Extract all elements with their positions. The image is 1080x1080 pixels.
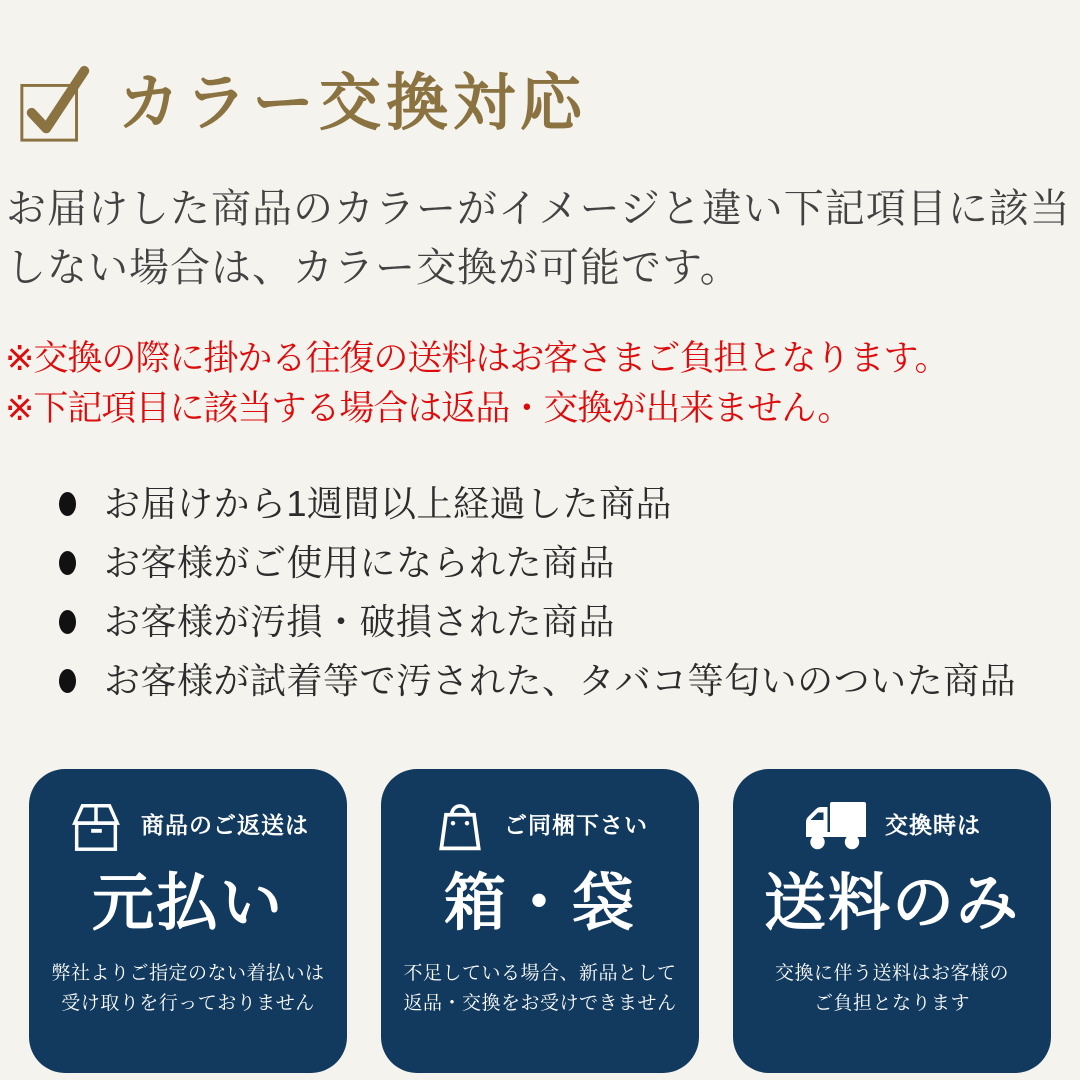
card-note-line: 弊社よりご指定のない着払いは (51, 963, 325, 984)
info-card-return-shipping (29, 769, 347, 1073)
bullet-dot-icon (59, 610, 76, 634)
intro-paragraph (6, 180, 1074, 298)
card-note-line: 交換に伴う送料はお客様の (774, 963, 1009, 984)
warning-note: ※下記項目に該当する場合は返品・交換が出来ません。 (5, 389, 852, 428)
info-card-row (29, 769, 1051, 1073)
card-note-line: 返品・交換をお受けできません (403, 993, 677, 1014)
card-headline: 元払い (91, 869, 284, 938)
card-note (775, 959, 1009, 1019)
intro-text-line: しない場合は、カラー交換が可能です。 (6, 246, 741, 290)
list-item-text: お客様が試着等で汚された、タバコ等匂いのついた商品 (104, 660, 1017, 701)
card-header (432, 795, 648, 857)
shopping-bag-icon (432, 797, 488, 855)
card-label: ご同梱下さい (504, 812, 648, 839)
card-label: 交換時は (885, 812, 981, 839)
list-item-text: お客様が汚損・破損された商品 (104, 601, 616, 642)
list-item-text: お届けから1週間以上経過した商品 (104, 483, 673, 524)
page-title: カラー交換対応 (118, 70, 588, 138)
title-row (0, 0, 1080, 146)
card-header (803, 795, 981, 857)
card-label: 商品のご返送は (141, 812, 309, 839)
info-card-shipping-only (733, 769, 1051, 1073)
list-item (59, 660, 1080, 701)
card-note-line: ご負担となります (813, 993, 970, 1014)
card-note (51, 959, 324, 1019)
card-note-line: 不足している場合、新品として (403, 963, 677, 984)
card-headline: 送料のみ (763, 869, 1020, 938)
bullet-dot-icon (59, 669, 76, 693)
delivery-truck-icon (803, 799, 869, 853)
card-note-line: 受け取りを行っておりません (61, 993, 315, 1014)
list-item-text: お客様がご使用になられた商品 (104, 542, 616, 583)
package-box-icon (67, 797, 125, 855)
exclusion-list (59, 483, 1080, 701)
info-card-include-box-bag (381, 769, 699, 1073)
warning-note: ※交換の際に掛かる往復の送料はお客さまご負担となります。 (5, 339, 949, 378)
card-headline: 箱・袋 (443, 869, 636, 938)
list-item (59, 601, 1080, 642)
list-item (59, 542, 1080, 583)
card-note (403, 959, 676, 1019)
intro-text-line: お届けした商品のカラーがイメージと違い下記項目に該当 (6, 187, 1071, 231)
bullet-dot-icon (59, 551, 76, 575)
bullet-dot-icon (59, 492, 76, 516)
list-item (59, 483, 1080, 524)
warning-notes (5, 334, 1075, 434)
card-header (67, 795, 309, 857)
checked-checkbox-icon (16, 62, 98, 146)
